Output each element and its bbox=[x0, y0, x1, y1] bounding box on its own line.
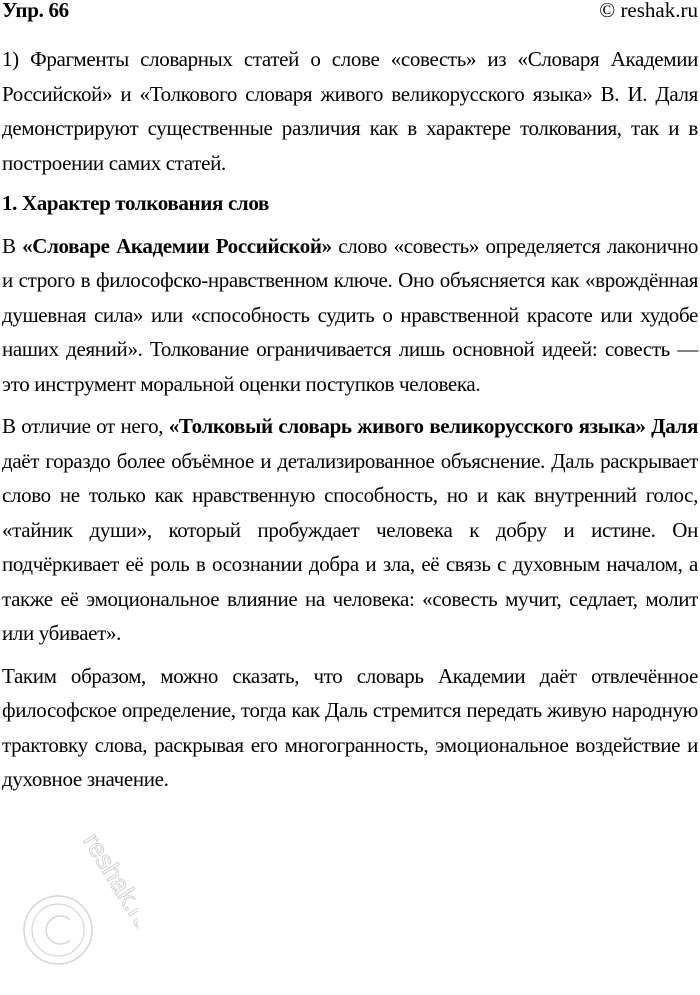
paragraph-text: даёт гораздо более объёмное и детализированное объяснение. Даль раскрывает слово не только как нравственную способность, но и как внутренний голос, «тайник души», который пробуждает человека к добру и истине. Он подчёркивает её роль в осознании добра и зла, её связь с духовным началом, а также её эмоциональное влияние на человека: «совесть мучит, седлает, молит или убивает». bbox=[2, 448, 698, 645]
bold-dictionary-name: «Толковый словарь живого великорусского языка» Даля bbox=[168, 414, 699, 438]
paragraph-dal-dictionary bbox=[2, 409, 698, 651]
watermark bbox=[8, 830, 138, 990]
page-header bbox=[0, 0, 700, 26]
paragraph-conclusion: Таким образом, можно сказать, что словарь Академии даёт отвлечённое философское определение, тогда как Даль стремится передать живую народную трактовку слова, раскрывая его многогранность, эмоциональное воздействие и духовное значение. bbox=[2, 663, 698, 791]
exercise-title: Упр. 66 bbox=[2, 0, 69, 22]
copyright-watermark-icon bbox=[8, 830, 138, 990]
svg-text:reshak.ru bbox=[77, 830, 138, 935]
copyright-notice: © reshak.ru bbox=[599, 0, 698, 22]
paragraph-prefix: В отличие от него, bbox=[2, 414, 169, 438]
paragraph-prefix: В bbox=[2, 233, 23, 258]
paragraph-academy-dictionary bbox=[2, 229, 698, 402]
document-body bbox=[2, 42, 698, 805]
bold-dictionary-name: «Словаре Академии Российской» bbox=[22, 233, 332, 258]
paragraph-text: слово «совесть» определяется лаконично и строго в философско-нравственном ключе. Оно объясняется как «врождённая душевная сила» или «способность судить о нравственной красоте или худобе наших деяний». Толкование ограничивается лишь основной идеей: совесть — это инструмент моральной оценки поступков человека. bbox=[2, 233, 698, 396]
intro-paragraph: 1) Фрагменты словарных статей о слове «совесть» из «Словаря Академии Российской» и «Толкового словаря живого великорусского языка» В. И. Даля демонстрируют существенные различия как в характере толкования, так и в построении самих статей. bbox=[2, 47, 698, 175]
section-heading: 1. Характер толкования слов bbox=[2, 191, 269, 215]
